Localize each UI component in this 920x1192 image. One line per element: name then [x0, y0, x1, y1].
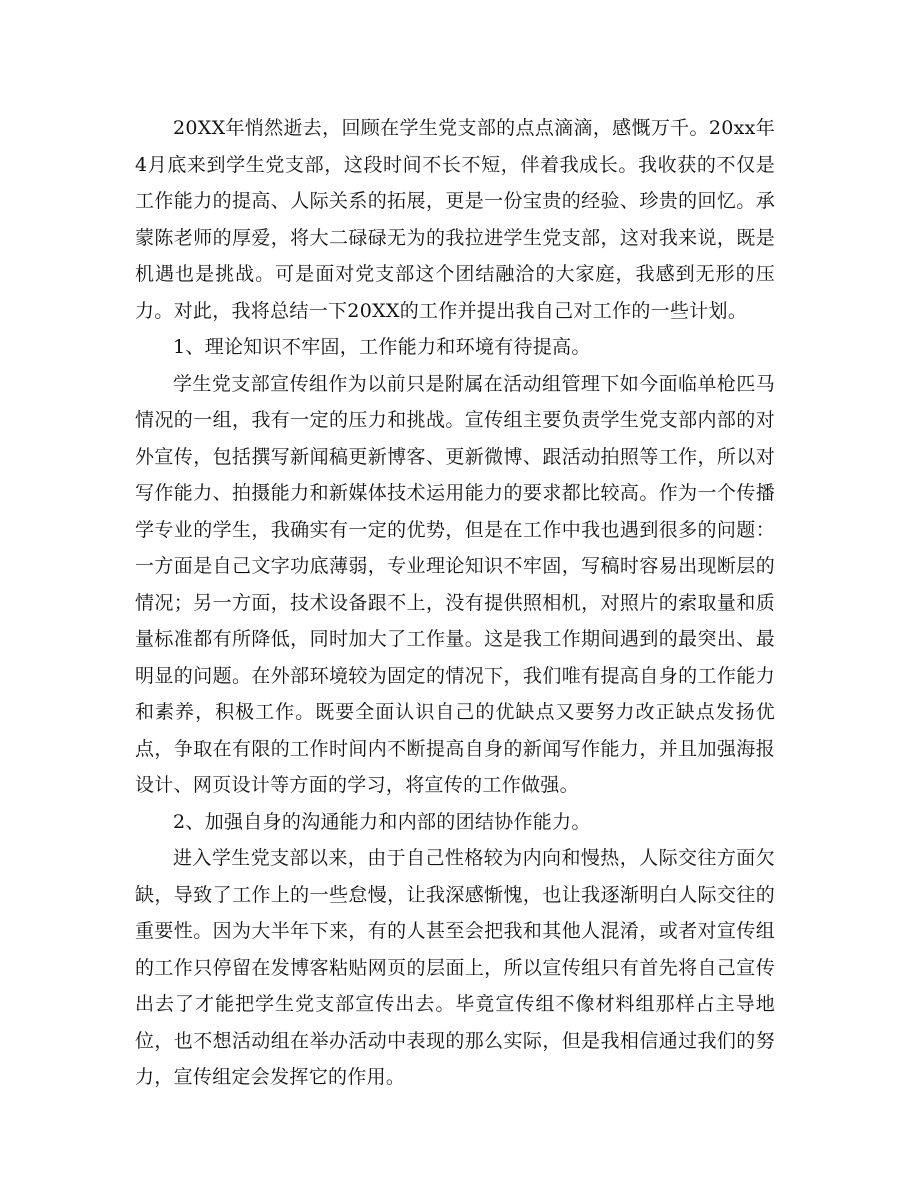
paragraph-section-2: 进入学生党支部以来，由于自己性格较为内向和慢热，人际交往方面欠缺，导致了工作上的一些怠慢，让我深感惭愧，也让我逐渐明白人际交往的重要性。因为大半年下来，有的人甚至会把我和其他人混淆，或者对宣传组的工作只停留在发博客粘贴网页的层面上，所以宣传组只有首先将自己宣传出去了才能把学生党支部宣传出去。毕竟宣传组不像材料组那样占主导地位，也不想活动组在举办活动中表现的那么实际，但是我相信通过我们的努力，宣传组定会发挥它的作用。: [135, 847, 775, 1088]
section-heading-2: 2、加强自身的沟通能力和内部的团结协作能力。: [173, 810, 591, 833]
document-body: [135, 110, 775, 1096]
section-heading-1: 1、理论知识不牢固，工作能力和环境有待提高。: [173, 336, 591, 358]
paragraph-section-1: 学生党支部宣传组作为以前只是附属在活动组管理下如今面临单枪匹马情况的一组，我有一定的压力和挑战。宣传组主要负责学生党支部内部的对外宣传，包括撰写新闻稿更新博客、更新微博、跟活动拍照等工作，所以对写作能力、拍摄能力和新媒体技术运用能力的要求都比较高。作为一个传播学专业的学生，我确实有一定的优势，但是在工作中我也遇到很多的问题：一方面是自己文字功底薄弱，专业理论知识不牢固，写稿时容易出现断层的情况；另一方面，技术设备跟不上，没有提供照相机，对照片的索取量和质量标准都有所降低，同时加大了工作量。这是我工作期间遇到的最突出、最明显的问题。在外部环境较为固定的情况下，我们唯有提高自身的工作能力和素养，积极工作。既要全面认识自己的优缺点又要努力改正缺点发扬优点，争取在有限的工作时间内不断提高自身的新闻写作能力，并且加强海报设计、网页设计等方面的学习，将宣传的工作做强。: [135, 372, 775, 796]
paragraph-intro: 20XX年悄然逝去，回顾在学生党支部的点点滴滴，感慨万千。20xx年4月底来到学生党支部，这段时间不长不短，伴着我成长。我收获的不仅是工作能力的提高、人际关系的拓展，更是一份宝贵的经验、珍贵的回忆。承蒙陈老师的厚爱，将大二碌碌无为的我拉进学生党支部，这对我来说，既是机遇也是挑战。可是面对党支部这个团结融洽的大家庭，我感到无形的压力。对此，我将总结一下20XX的工作并提出我自己对工作的一些计划。: [135, 117, 775, 322]
